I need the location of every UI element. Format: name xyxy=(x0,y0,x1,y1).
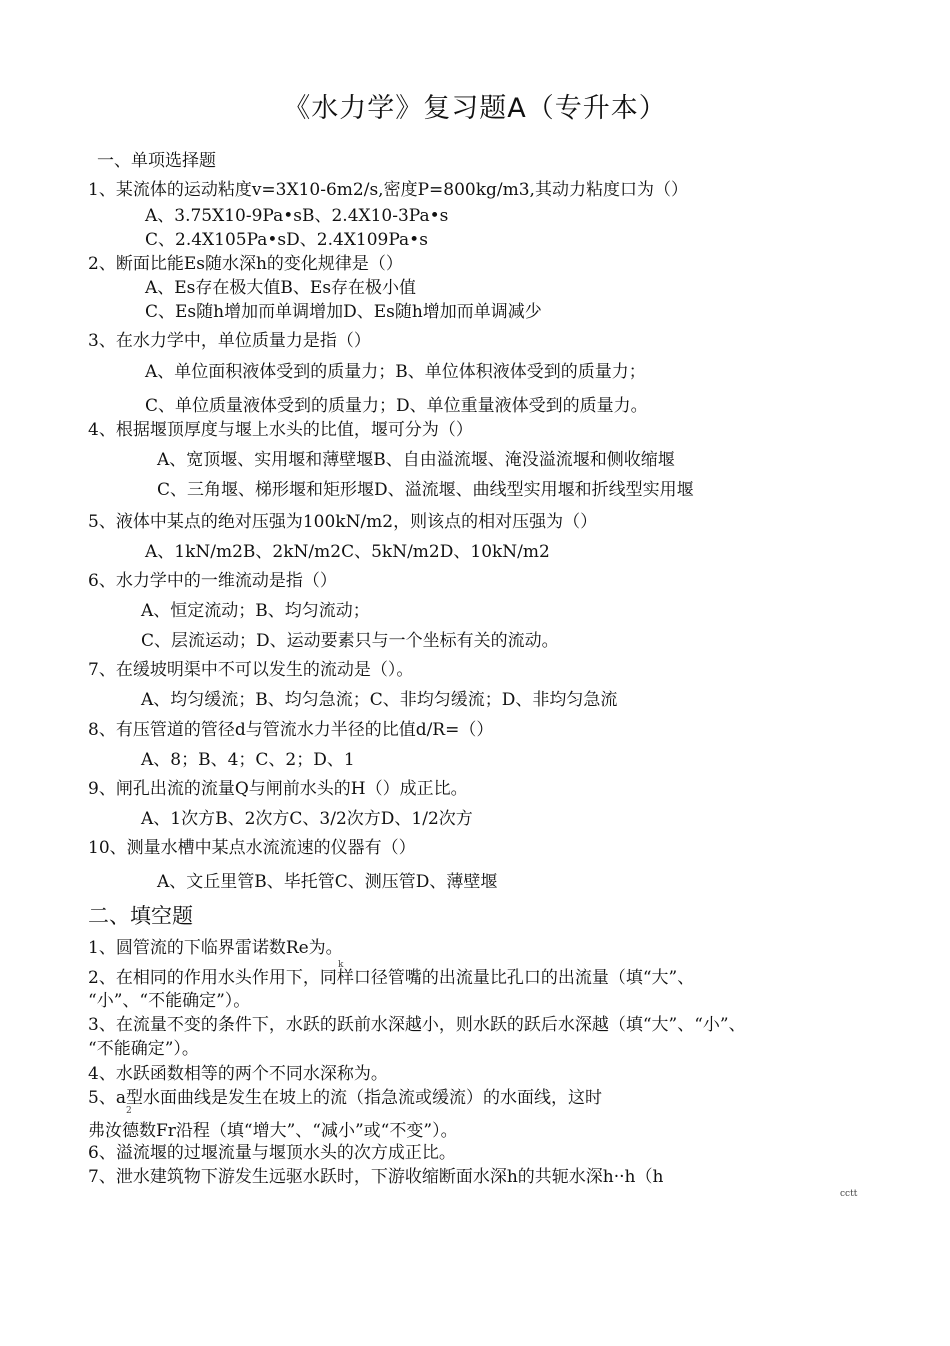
question-8: 8、有压管道的管径d与管流水力半径的比值d/R=（） xyxy=(88,720,494,740)
fill-2: 2、在相同的作用水头作用下，同样口径管嘴的出流量比孔口的出流量（填“大”、 xyxy=(88,968,695,988)
q1-options-ab: A、3.75X10-9Pa•sB、2.4X10-3Pa•s xyxy=(145,206,449,226)
q3-options-cd: C、单位质量液体受到的质量力；D、单位重量液体受到的质量力。 xyxy=(145,396,648,416)
q2-options-ab: A、Es存在极大值B、Es存在极小值 xyxy=(145,278,417,298)
fill-1: 1、圆管流的下临界雷诺数Re为。 xyxy=(88,938,343,958)
q5-options: A、1kN/m2B、2kN/m2C、5kN/m2D、10kN/m2 xyxy=(145,542,550,562)
q4-options-cd: C、三角堰、梯形堰和矩形堰D、溢流堰、曲线型实用堰和折线型实用堰 xyxy=(157,480,694,500)
question-9: 9、闸孔出流的流量Q与闸前水头的H（）成正比。 xyxy=(88,779,468,799)
q4-options-ab: A、宽顶堰、实用堰和薄壁堰B、自由溢流堰、淹没溢流堰和侧收缩堰 xyxy=(157,450,675,470)
q8-options: A、8；B、4；C、2；D、1 xyxy=(141,750,355,770)
question-2: 2、断面比能Es随水深h的变化规律是（） xyxy=(88,254,403,274)
q9-options: A、1次方B、2次方C、3/2次方D、1/2次方 xyxy=(141,809,473,829)
page-title: 《水力学》复习题A（专升本） xyxy=(283,93,667,124)
section-heading-fill: 二、填空题 xyxy=(88,904,193,928)
fill-5: 5、a型水面曲线是发生在坡上的流（指急流或缓流）的水面线，这时 xyxy=(88,1088,602,1108)
fill-3: 3、在流量不变的条件下，水跃的跃前水深越小，则水跃的跃后水深越（填“大”、“小”、 xyxy=(88,1015,746,1035)
fill-7: 7、泄水建筑物下游发生远驱水跃时，下游收缩断面水深h的共轭水深h··h（h xyxy=(88,1167,664,1187)
fill-6: 6、溢流堰的过堰流量与堰顶水头的次方成正比。 xyxy=(88,1143,456,1163)
stray-mark-k: k xyxy=(338,960,344,970)
q1-options-cd: C、2.4X105Pa•sD、2.4X109Pa•s xyxy=(145,230,428,250)
question-6: 6、水力学中的一维流动是指（） xyxy=(88,571,337,591)
q2-options-cd: C、Es随h增加而单调增加D、Es随h增加而单调减少 xyxy=(145,302,542,322)
fill-5-cont: 弗汝德数Fr沿程（填“增大”、“减小”或“不变”）。 xyxy=(88,1121,458,1141)
fill-2-cont: “小”、“不能确定”）。 xyxy=(88,991,251,1011)
question-3: 3、在水力学中，单位质量力是指（） xyxy=(88,331,371,351)
q6-options-cd: C、层流运动；D、运动要素只与一个坐标有关的流动。 xyxy=(141,631,559,651)
q3-options-ab: A、单位面积液体受到的质量力；B、单位体积液体受到的质量力； xyxy=(145,362,646,382)
fill-4: 4、水跃函数相等的两个不同水深称为。 xyxy=(88,1064,388,1084)
section-heading-choice: 一、单项选择题 xyxy=(97,151,216,171)
question-10: 10、测量水槽中某点水流流速的仪器有（） xyxy=(88,838,416,858)
fill-3-cont: “不能确定”）。 xyxy=(88,1039,199,1059)
corner-mark: cctt xyxy=(840,1189,858,1199)
q7-options: A、均匀缓流；B、均匀急流；C、非均匀缓流；D、非均匀急流 xyxy=(141,690,618,710)
question-4: 4、根据堰顶厚度与堰上水头的比值，堰可分为（） xyxy=(88,420,473,440)
q6-options-ab: A、恒定流动；B、均匀流动； xyxy=(141,601,370,621)
question-1: 1、某流体的运动粘度v=3X10-6m2/s,密度P=800kg/m3,其动力粘度口为（） xyxy=(88,180,688,200)
question-7: 7、在缓坡明渠中不可以发生的流动是（）。 xyxy=(88,660,414,680)
question-5: 5、液体中某点的绝对压强为100kN/m2，则该点的相对压强为（） xyxy=(88,512,598,532)
stray-mark-2: 2 xyxy=(126,1106,132,1116)
q10-options: A、文丘里管B、毕托管C、测压管D、薄壁堰 xyxy=(157,872,498,892)
